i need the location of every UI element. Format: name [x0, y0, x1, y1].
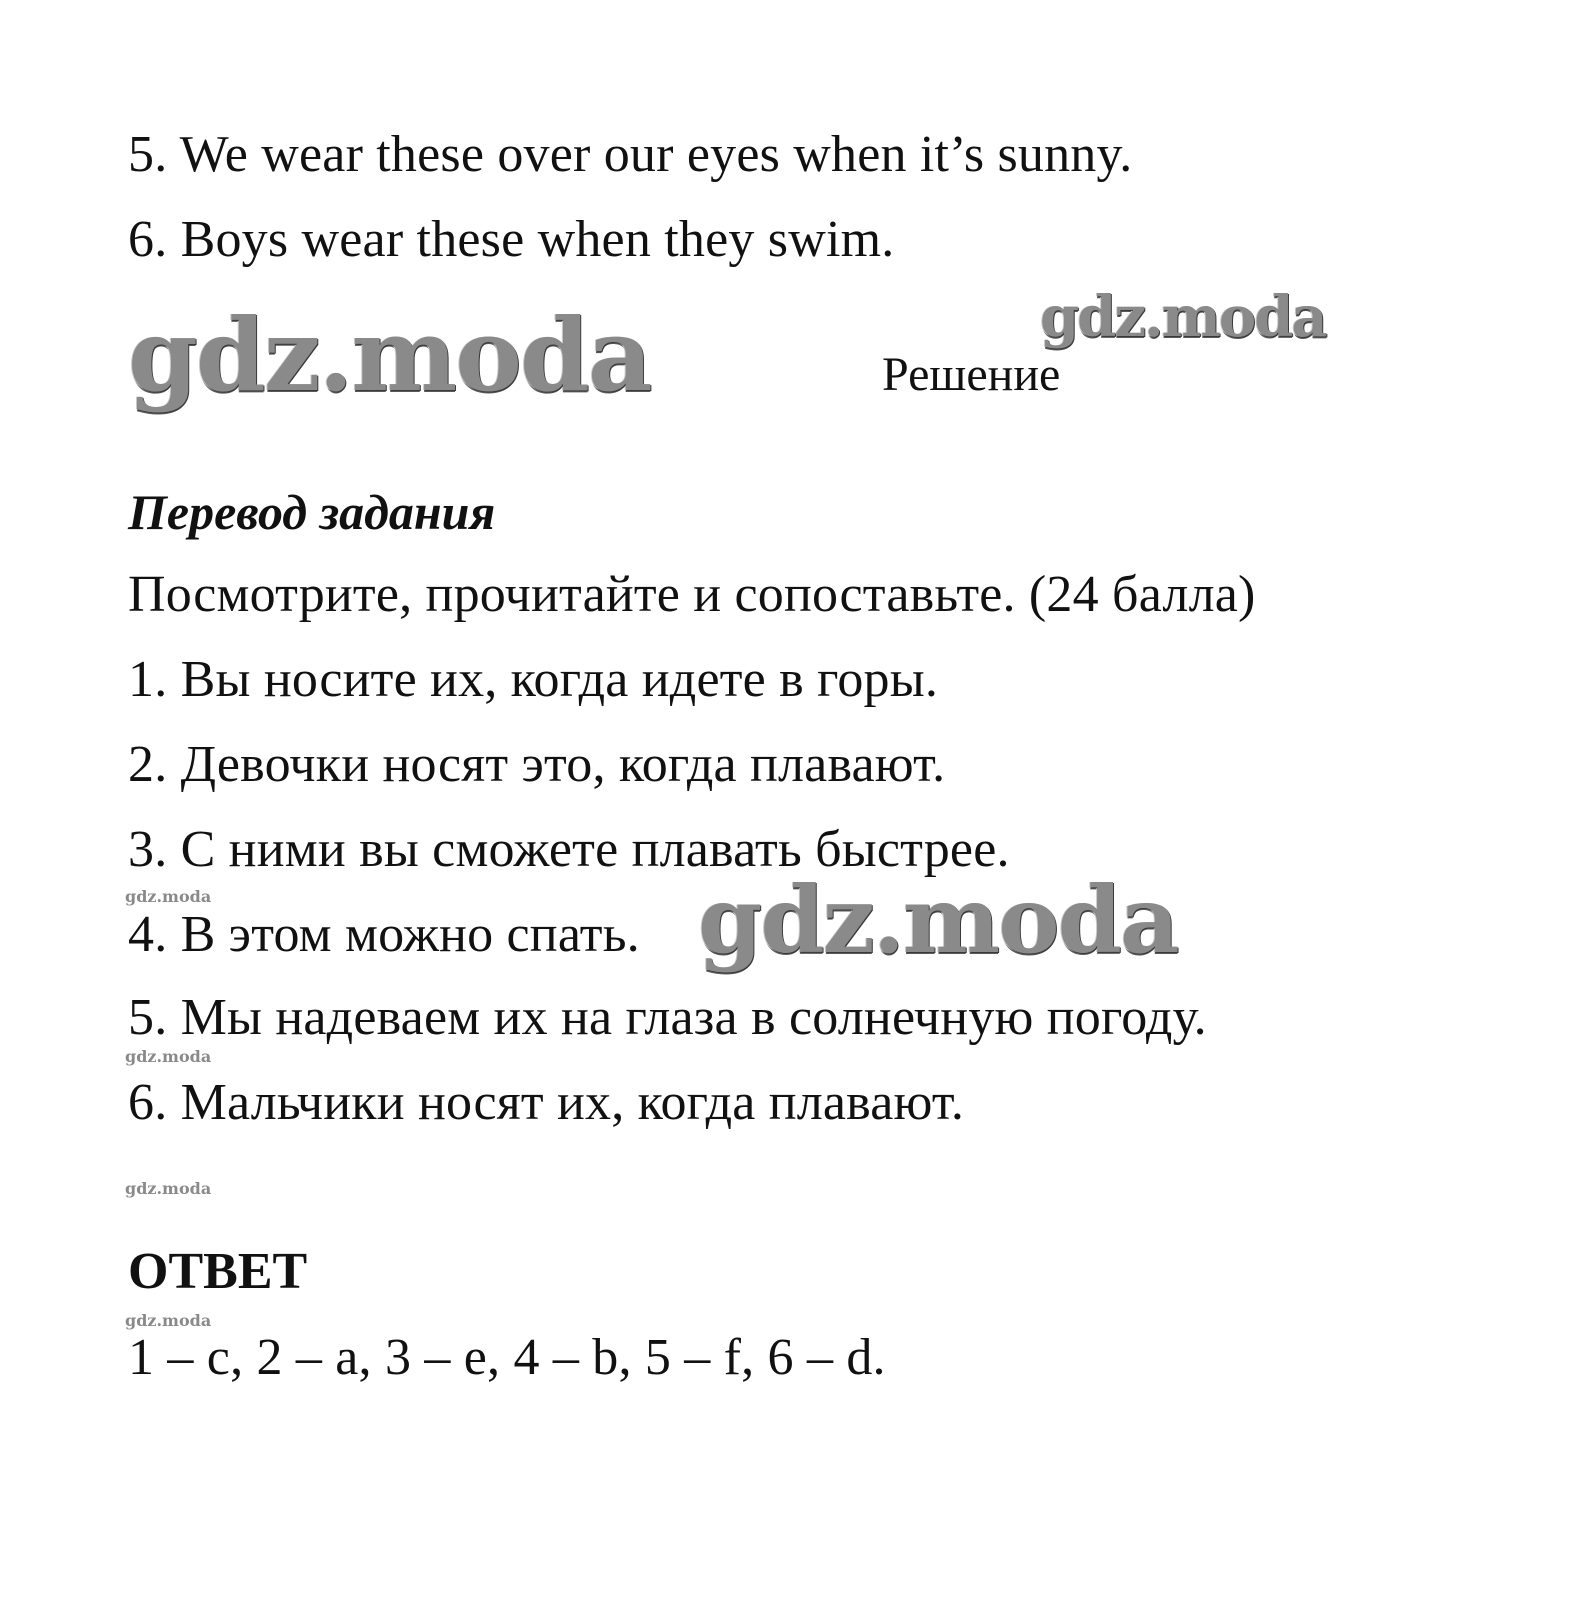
english-item-6: 6. Boys wear these when they swim. [128, 211, 895, 268]
russian-item-3: 3. С ними вы сможете плавать быстрее. [128, 821, 1010, 878]
russian-item-2: 2. Девочки носят это, когда плавают. [128, 736, 946, 793]
watermark-logo: gdz.moda [1040, 284, 1326, 350]
russian-item-4: 4. В этом можно спать. [128, 906, 640, 963]
watermark-logo: gdz.moda [698, 866, 1178, 974]
instruction-text: Посмотрите, прочитайте и сопоставьте. (24 балла) [128, 566, 1256, 623]
english-item-5: 5. We wear these over our eyes when it’s sunny. [128, 126, 1133, 183]
russian-item-6: 6. Мальчики носят их, когда плавают. [128, 1074, 965, 1131]
watermark-logo: gdz.moda [128, 296, 651, 414]
translation-heading: Перевод задания [128, 484, 496, 540]
russian-item-1: 1. Вы носите их, когда идете в горы. [128, 651, 939, 708]
watermark-small: gdz.moda [125, 1311, 212, 1330]
answer-text: 1 – c, 2 – a, 3 – e, 4 – b, 5 – f, 6 – d. [128, 1329, 886, 1386]
watermark-small: gdz.moda [125, 1179, 212, 1198]
watermark-small: gdz.moda [125, 1047, 212, 1066]
russian-item-5: 5. Мы надеваем их на глаза в солнечную погоду. [128, 989, 1207, 1046]
watermark-small: gdz.moda [125, 887, 212, 906]
solution-label: Решение [882, 348, 1061, 401]
answer-heading: ОТВЕТ [128, 1243, 308, 1300]
